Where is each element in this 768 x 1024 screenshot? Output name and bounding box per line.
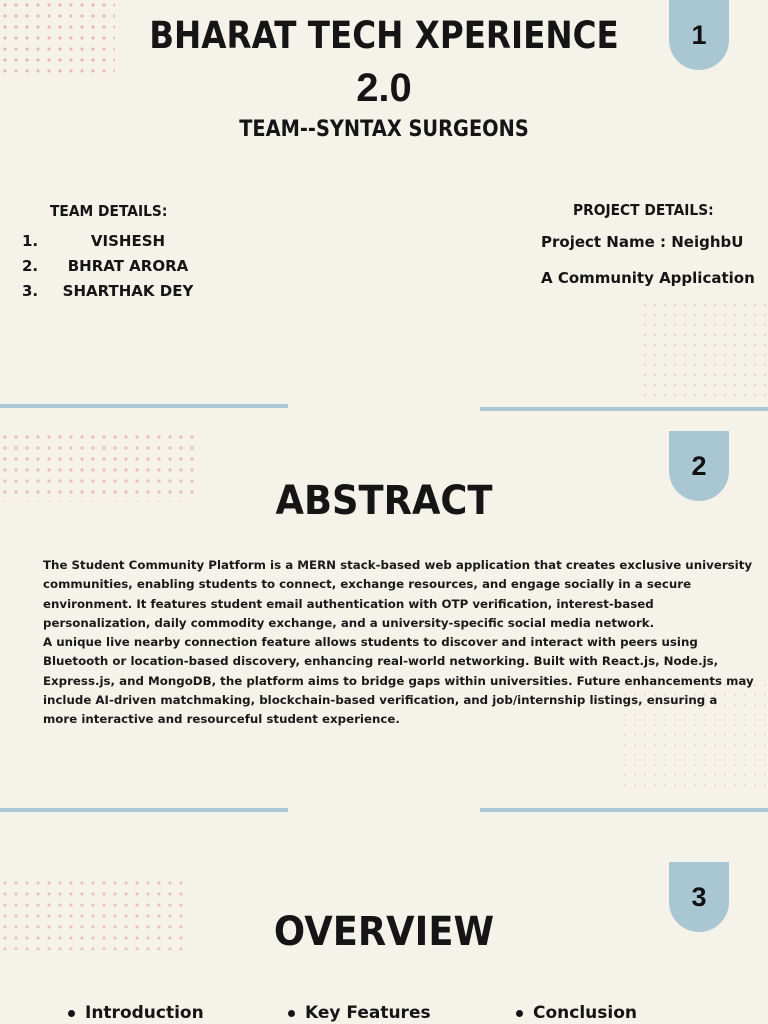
list-item-number: 1. <box>22 232 39 250</box>
slide-divider <box>0 808 288 812</box>
member-name: VISHESH <box>90 232 166 250</box>
list-item <box>22 229 198 254</box>
member-name: SHARTHAK DEY <box>62 282 194 300</box>
slide-title <box>0 10 768 114</box>
project-description: A Community Application <box>541 269 755 287</box>
abstract-paragraph: A unique live nearby connection feature allows students to discover and interact with peers using Bluetooth or location-based discovery, enhancing real-world networking. Built with React.js, Node.js, Express.js, and MongoDB, the platform aims to bridge gaps within universities. Future enhancements may include AI-driven matchmaking, blockchain-based verification, and job/internship listings, ensuring a more interactive and resourceful student experience. <box>43 635 754 727</box>
overview-item <box>68 1003 204 1023</box>
slide-divider <box>480 808 768 812</box>
list-item <box>22 279 198 304</box>
title-line-1: BHARAT TECH XPERIENCE <box>149 14 619 57</box>
dot-pattern-right <box>640 300 768 400</box>
team-name: TEAM--SYNTAX SURGEONS <box>239 117 529 142</box>
list-item-number: 2. <box>22 257 39 275</box>
bullet-icon <box>68 1010 75 1017</box>
slide-number-badge: 3 <box>669 862 729 932</box>
bullet-icon <box>516 1010 523 1017</box>
slide-number-badge: 2 <box>669 431 729 501</box>
title-line-2: 2.0 <box>356 66 412 110</box>
bullet-icon <box>288 1010 295 1017</box>
abstract-title: ABSTRACT <box>275 478 493 524</box>
team-member-list <box>22 229 198 304</box>
list-item-number: 3. <box>22 282 39 300</box>
overview-item <box>288 1003 431 1023</box>
overview-item <box>516 1003 637 1023</box>
slide-divider <box>0 404 288 408</box>
abstract-paragraph: The Student Community Platform is a MERN stack-based web application that creates exclusive university communities, enabling students to connect, exchange resources, and engage socially in a secure environment. It features student email authentication with OTP verification, interest-based personalization, daily commodity exchange, and a university-specific social media network. <box>43 558 753 630</box>
overview-item-label: Conclusion <box>533 1003 637 1023</box>
overview-item-label: Introduction <box>85 1003 204 1023</box>
slide-divider <box>480 407 768 411</box>
project-details-label: PROJECT DETAILS: <box>573 201 714 219</box>
slide-number-badge: 1 <box>669 0 729 70</box>
abstract-text <box>43 556 755 730</box>
team-details-label: TEAM DETAILS: <box>50 202 168 220</box>
overview-title: OVERVIEW <box>273 909 495 955</box>
member-name: BHRAT ARORA <box>67 257 189 275</box>
project-name: Project Name : NeighbU <box>541 233 744 251</box>
list-item <box>22 254 198 279</box>
overview-item-label: Key Features <box>305 1003 431 1023</box>
